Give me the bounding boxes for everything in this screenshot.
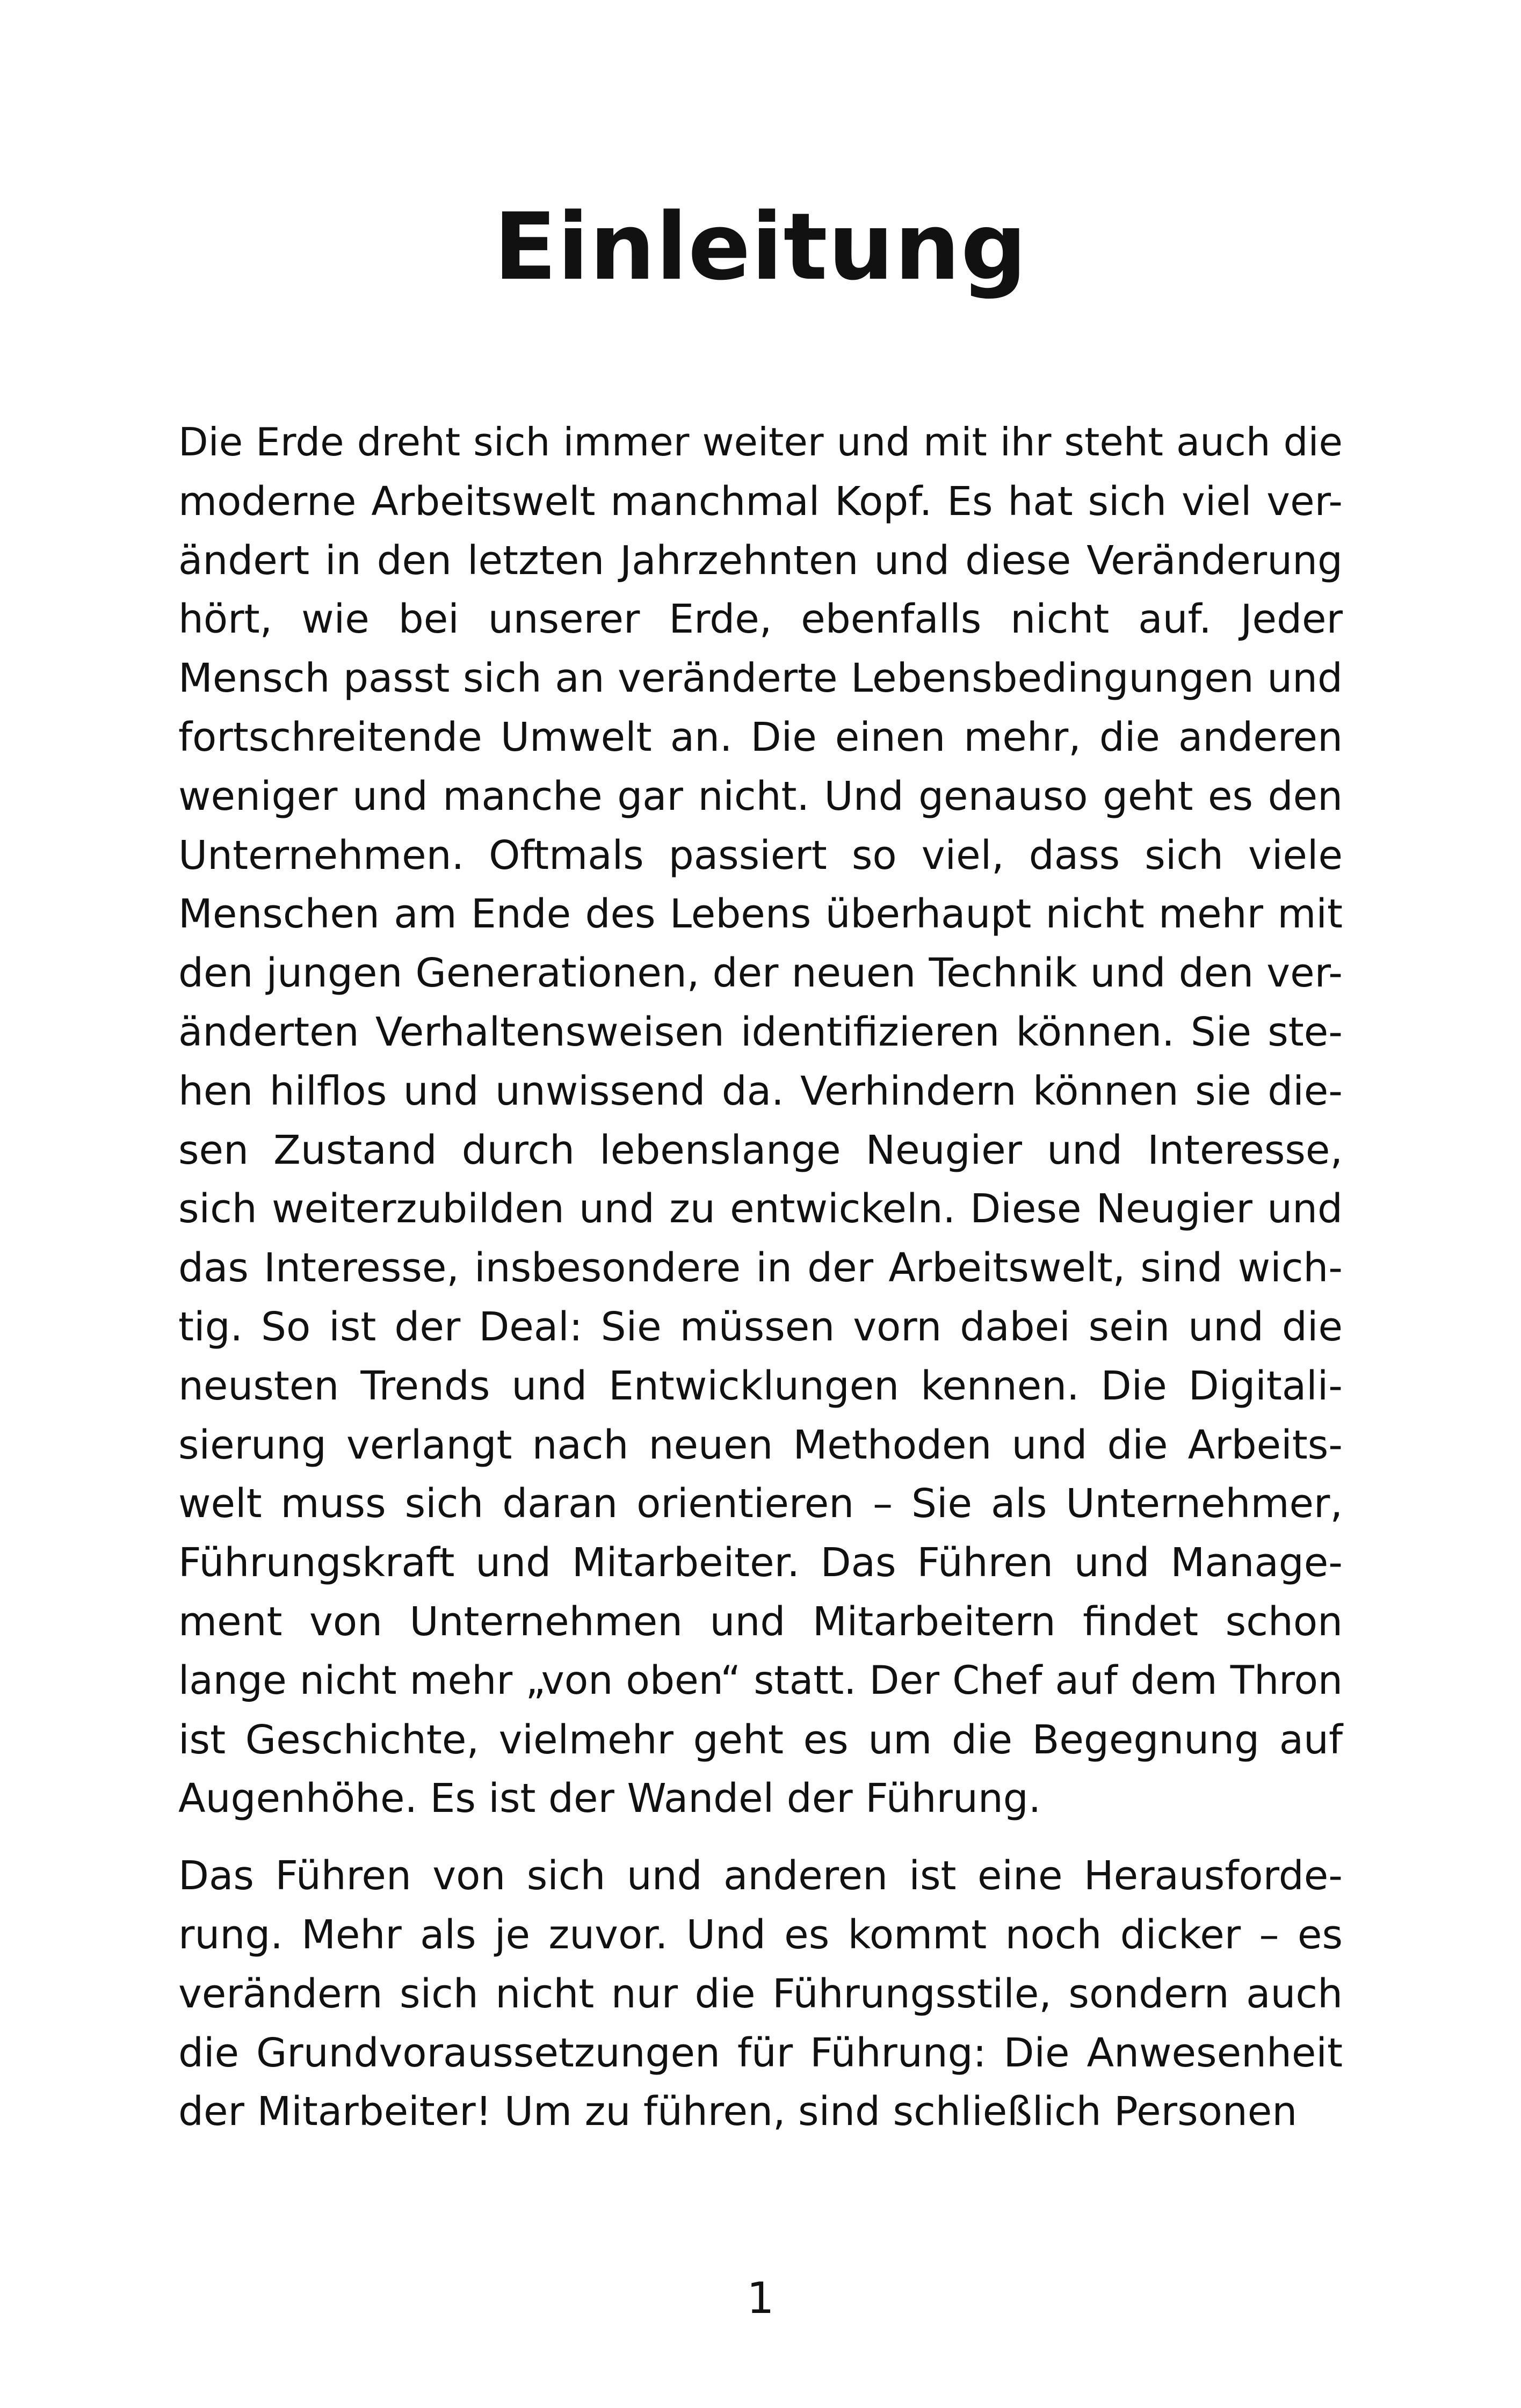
page-title: Einleitung bbox=[494, 193, 1027, 301]
text-line: den jungen Generationen, der neuen Technik und den ver- bbox=[178, 950, 1343, 997]
text-line: tig. So ist der Deal: Sie müssen vorn dabei sein und die bbox=[178, 1303, 1343, 1350]
text-line: hört, wie bei unserer Erde, ebenfalls nicht auf. Jeder bbox=[178, 596, 1343, 643]
text-line: Das Führen von sich und anderen ist eine Herausforde- bbox=[178, 1853, 1343, 1899]
text-line: sich weiterzubilden und zu entwickeln. Diese Neugier und bbox=[178, 1186, 1343, 1232]
text-line: weniger und manche gar nicht. Und genauso geht es den bbox=[178, 773, 1343, 819]
paragraph-1 bbox=[178, 414, 1343, 1829]
text-line: die Grundvoraussetzungen für Führung: Die Anwesenheit bbox=[178, 2029, 1343, 2076]
text-line: moderne Arbeitswelt manchmal Kopf. Es hat sich viel ver- bbox=[178, 478, 1343, 525]
text-line: ment von Unternehmen und Mitarbeitern findet schon bbox=[178, 1598, 1343, 1645]
body-text bbox=[178, 414, 1343, 2160]
text-line: der Mitarbeiter! Um zu führen, sind schließlich Personen bbox=[178, 2088, 1298, 2135]
text-line: Mensch passt sich an veränderte Lebensbedingungen und bbox=[178, 655, 1343, 702]
text-line: Die Erde dreht sich immer weiter und mit ihr steht auch die bbox=[178, 420, 1343, 465]
text-line: lange nicht mehr „von oben“ statt. Der Chef auf dem Thron bbox=[178, 1658, 1343, 1703]
text-line: Unternehmen. Oftmals passiert so viel, dass sich viele bbox=[178, 832, 1343, 879]
text-line: hen hilflos und unwissend da. Verhindern können sie die- bbox=[178, 1068, 1343, 1114]
text-line: Augenhöhe. Es ist der Wandel der Führung. bbox=[178, 1775, 1041, 1822]
text-line: fortschreitende Umwelt an. Die einen mehr, die anderen bbox=[178, 714, 1343, 760]
text-line: das Interesse, insbesondere in der Arbeitswelt, sind wich- bbox=[178, 1245, 1343, 1292]
page-number: 1 bbox=[747, 2273, 774, 2323]
text-line: rung. Mehr als je zuvor. Und es kommt noch dicker – es bbox=[178, 1911, 1343, 1958]
text-line: ist Geschichte, vielmehr geht es um die Begegnung auf bbox=[178, 1716, 1343, 1763]
text-line: sierung verlangt nach neuen Methoden und die Arbeits- bbox=[178, 1421, 1343, 1468]
text-line: verändern sich nicht nur die Führungsstile, sondern auch bbox=[178, 1970, 1343, 2017]
text-line: ändert in den letzten Jahrzehnten und diese Veränderung bbox=[178, 537, 1343, 584]
text-line: welt muss sich daran orientieren – Sie als Unternehmer, bbox=[178, 1481, 1343, 1527]
text-line: Menschen am Ende des Lebens überhaupt nicht mehr mit bbox=[178, 891, 1343, 938]
text-line: neusten Trends und Entwicklungen kennen. Die Digitali- bbox=[178, 1362, 1343, 1409]
text-line: änderten Verhaltensweisen identifizieren können. Sie ste- bbox=[178, 1009, 1343, 1055]
text-line: Führungskraft und Mitarbeiter. Das Führen und Manage- bbox=[178, 1540, 1343, 1586]
paragraph-2 bbox=[178, 1847, 1343, 2142]
text-line: sen Zustand durch lebenslange Neugier und Interesse, bbox=[178, 1127, 1343, 1173]
